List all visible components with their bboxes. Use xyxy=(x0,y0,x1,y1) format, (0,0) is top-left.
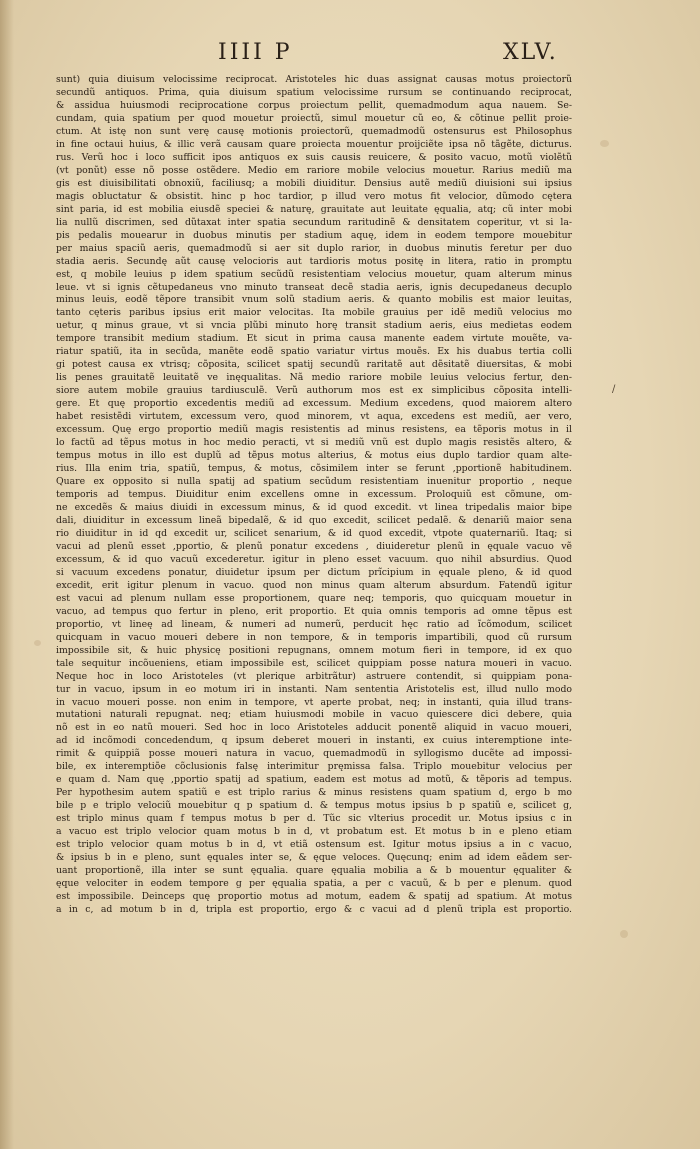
text-line: temporis ad tempus. Diuiditur enim excellens omne in excessum. Proloquiũ est cõmune, om- xyxy=(56,489,572,500)
text-line: est, q mobile leuius p idem spatium secũdũ resistentiam velocius mouetur, quam alterum minus xyxy=(56,268,572,280)
text-line: minus leuis, eodẽ tẽpore transibit vnum solũ stadium aeris. & quanto mobilis est maior leuitas, xyxy=(56,294,572,306)
text-line: sunt) quia diuisum velocissime reciprocat. Aristoteles hic duas assignat causas motus proiectorũ xyxy=(56,74,572,85)
text-line: excessum. Quę ergo proportio mediũ magis resistentis ad minus resistens, ea tẽporis motus in il xyxy=(56,424,572,436)
text-line: a vacuo est triplo velocior quam motus b in d, vt probatum est. Et motus b in e pleno etiam xyxy=(56,826,572,838)
text-line: rius. Illa enim tria, spatiũ, tempus, & motus, cõsimilem inter se ferunt ,pportionẽ habitudinem. xyxy=(56,463,572,475)
text-line: si vacuum excedens ponatur, diuidetur ipsum per dictum prĩcipium in ęquale pleno, & id quod xyxy=(56,566,572,578)
text-line: cundam, quia spatium per quod mouetur proiectũ, simul mouetur cũ eo, & cõtinue pellit proie- xyxy=(56,112,572,124)
text-line: proportio, vt lineę ad lineam, & numeri ad numerũ, perducit hęc ratio ad ĩcõmodum, scilicet xyxy=(56,618,572,630)
running-head-signature: IIII P xyxy=(218,40,293,65)
text-line: tempore transibit medium stadium. Et sicut in prima causa manente eadem virtute mouẽte, va- xyxy=(56,333,572,345)
text-line: ęque velociter in eodem tempore g per ęqualia spatia, a per c vacuũ, & b per e plenum. quod xyxy=(56,878,572,890)
text-line: impossibile sit, & huic physicę positioni repugnans, omnem motum fieri in tempore, id ex quo xyxy=(56,644,572,656)
text-line: Per hypothesim autem spatiũ e est triplo rarius & minus resistens quam spatium d, ergo b mo xyxy=(56,787,572,799)
text-line: est vacui ad plenum nullam esse proportionem, quare neq; temporis, quo quicquam mouetur in xyxy=(56,592,572,604)
page-header xyxy=(0,40,700,70)
text-line: rimit & quippiã posse moueri natura in vacuo, quemadmodũ in syllogismo ducẽte ad impossi- xyxy=(56,748,572,760)
folio-number: XLV. xyxy=(503,40,558,65)
text-line: a in c, ad motum b in d, tripla est proportio, ergo & c vacui ad d plenũ tripla est proportio. xyxy=(56,904,572,915)
text-line: Neque hoc in loco Aristoteles (vt plerique arbitrãtur) astruere contendit, si quippiam pona- xyxy=(56,670,572,682)
text-line: quicquam in vacuo moueri debere in non tempore, & in temporis impartibili, quod cũ rursum xyxy=(56,631,572,643)
text-line: e quam d. Nam quę ,pportio spatij ad spatium, eadem est motus ad motũ, & tẽporis ad tempus. xyxy=(56,774,572,786)
text-line: tempus motus in illo est duplũ ad tẽpus motus alterius, & motus eius duplo tardior quam alte- xyxy=(56,450,572,462)
text-line: excedit, erit igitur plenum in vacuo. quod non minus quam alterum absurdum. Fatendũ igitur xyxy=(56,579,572,591)
text-line: siore autem mobile grauius tardiusculẽ. Verũ authorum mos est ex simplicibus cõposita intelli- xyxy=(56,385,572,397)
text-line: est triplo velocior quam motus b in d, vt etiã ostensum est. Igitur motus ipsius a in c vacuo, xyxy=(56,839,572,851)
text-line: lis penes grauitatẽ leuitatẽ ve inęqualitas. Nã medio rariore mobile leuius velocius fertur, den- xyxy=(56,372,572,384)
text-line: gis est diuisibilitati obnoxiũ, faciliusq; a mobili diuiditur. Densius autẽ mediũ diuisioni sui ipsius xyxy=(56,177,572,189)
text-line: stadia aeris. Secundę aũt causę velocioris aut tardioris motus positę in litera, ratio in promptu xyxy=(56,255,572,267)
text-line: vacui ad plenũ esset ,pportio, & plenũ ponatur excedens , diuideretur plenũ in ęquale vacuo vẽ xyxy=(56,540,572,552)
text-line: vacuo, ad tempus quo fertur in pleno, erit proportio. Et quia omnis temporis ad omne tẽpus est xyxy=(56,605,572,617)
text-line: Quare ex opposito si nulla spatij ad spatium secũdum resistentiam inuenitur proportio , neque xyxy=(56,476,572,488)
text-line: in vacuo moueri posse. non enim in tempore, vt aperte probat, neq; in instanti, quia illud trans- xyxy=(56,696,572,708)
text-line: leue. vt si ignis cẽtupedaneus vno minuto transeat decẽ stadia aeris, ignis decupedaneus decuplo xyxy=(56,281,572,293)
text-line: tale sequitur incõueniens, etiam impossibile est, scilicet quippiam posse natura moueri in vacuo. xyxy=(56,657,572,669)
text-line: est triplo minus quam f tempus motus b per d. Tũc sic vlterius procedit ur. Motus ipsius c in xyxy=(56,813,572,825)
text-line: uetur, q minus graue, vt si vncia plũbi minuto horę transit stadium aeris, eius medietas eodem xyxy=(56,320,572,332)
text-line: riatur spatiũ, ita in secũda, manẽte eodẽ spatio variatur virtus mouẽs. Ex his duabus tertia colli xyxy=(56,346,572,358)
marginal-mark: / xyxy=(612,384,616,395)
text-line: bile p e triplo velociũ mouebitur q p spatium d. & tempus motus ipsius b p spatiũ e, scilicet g, xyxy=(56,800,572,812)
text-line: sint paria, id est mobilia eiusdẽ speciei & naturę, grauitate aut leuitate ęqualia, atq; cũ inter mobi xyxy=(56,203,572,215)
text-line: gi potest causa ex vtrisq; cõposita, scilicet spatij secundũ raritatẽ aut dẽsitatẽ diuersitas, & mobi xyxy=(56,359,572,371)
text-line: nõ est in eo natũ moueri. Sed hoc in loco Aristoteles adducit ponentẽ aliquid in vacuo moueri, xyxy=(56,722,572,734)
text-line: lo factũ ad tẽpus motus in hoc medio peracti, vt si mediũ vnũ est duplo magis resistẽs altero, & xyxy=(56,437,572,449)
text-line: excessum, & id quo vacuũ excederetur. igitur in pleno esset vacuum. quo nihil absurdius. Quod xyxy=(56,553,572,565)
body-text xyxy=(56,74,572,917)
text-line: ctum. At istę non sunt verę causę motionis proiectorũ, quemadmodũ ostensurus est Philosophus xyxy=(56,125,572,137)
text-line: (vt ponũt) esse nõ posse ostẽdere. Medio em rariore mobile velocius mouetur. Rarius mediũ ma xyxy=(56,164,572,176)
foxing-stain xyxy=(600,140,609,147)
foxing-stain xyxy=(620,930,628,938)
text-line: secundũ antiquos. Prima, quia diuisum spatium velocissime rursum se continuando reciprocat, xyxy=(56,86,572,98)
text-line: rus. Verũ hoc i loco sufficit ipos antiquos ex suis causis reuicere, & posito vacuo, motũ violẽtũ xyxy=(56,151,572,163)
text-line: est impossibile. Deinceps quę proportio motus ad motum, eadem & spatij ad spatium. At motus xyxy=(56,891,572,903)
text-line: ne excedẽs & maius diuidi in excessum minus, & id quod excedit. vt linea tripedalis maior bipe xyxy=(56,501,572,513)
text-line: magis obluctatur & obsistit. hinc p hoc tardior, p illud vero motus fit velocior, dũmodo cętera xyxy=(56,190,572,202)
text-line: per maius spaciũ aeris, quemadmodũ si aer sit duplo rarior, in duobus minutis feretur per duo xyxy=(56,242,572,254)
text-line: habet resistẽdi virtutem, excessum vero, quod minorem, vt aqua, excedens est mediũ, aer vero, xyxy=(56,411,572,423)
text-line: uant proportionẽ, illa inter se sunt ęqualia. quare ęqualia mobilia a & b mouentur ęqualiter & xyxy=(56,865,572,877)
text-line: bile, ex interemptiõe cõclusionis falsę interimitur pręmissa falsa. Triplo mouebitur velocius per xyxy=(56,761,572,773)
text-line: tanto cęteris paribus ipsius erit maior velocitas. Ita mobile grauius per idẽ mediũ velocius mo xyxy=(56,307,572,319)
text-line: rio diuiditur in id qd excedit ur, scilicet senarium, & id quod excedit, vtpote quaternariũ. Itaq; si xyxy=(56,527,572,539)
text-line: in fine octaui huius, & illic verã causam quare proiecta mouentur proijciẽte ipsa nõ tãgẽte, dicturus. xyxy=(56,138,572,150)
text-line: gere. Et quę proportio excedentis mediũ ad excessum. Medium excedens, quod maiorem altero xyxy=(56,398,572,410)
text-line: mutationi naturali repugnat. neq; etiam huiusmodi mobile in vacuo quiescere dici debere, quia xyxy=(56,709,572,721)
text-line: lia nullũ discrimen, sed dũtaxat inter spatia secundum raritudinẽ & densitatem coperitur, vt si la- xyxy=(56,216,572,228)
foxing-stain xyxy=(34,640,41,646)
text-line: & assidua huiusmodi reciprocatione corpus proiectum pellit, quemadmodum aqua nauem. Se- xyxy=(56,99,572,111)
page-gutter-shadow xyxy=(0,0,14,1149)
text-line: dali, diuiditur in excessum lineã bipedalẽ, & id quo excedit, scilicet pedalẽ. & denariũ maior sena xyxy=(56,514,572,526)
text-line: & ipsius b in e pleno, sunt ęquales inter se, & ęque veloces. Quęcunq; enim ad idem eãdem ser- xyxy=(56,852,572,864)
text-line: pis pedalis mouearur in duobus minutis per stadium aquę, idem in eodem tempore mouebitur xyxy=(56,229,572,241)
text-line: ad id incõmodi concedendum, q ipsum deberet moueri in instanti, ex cuius interemptione inte- xyxy=(56,735,572,747)
text-line: tur in vacuo, ipsum in eo motum iri in instanti. Nam sententia Aristotelis est, illud nullo modo xyxy=(56,683,572,695)
